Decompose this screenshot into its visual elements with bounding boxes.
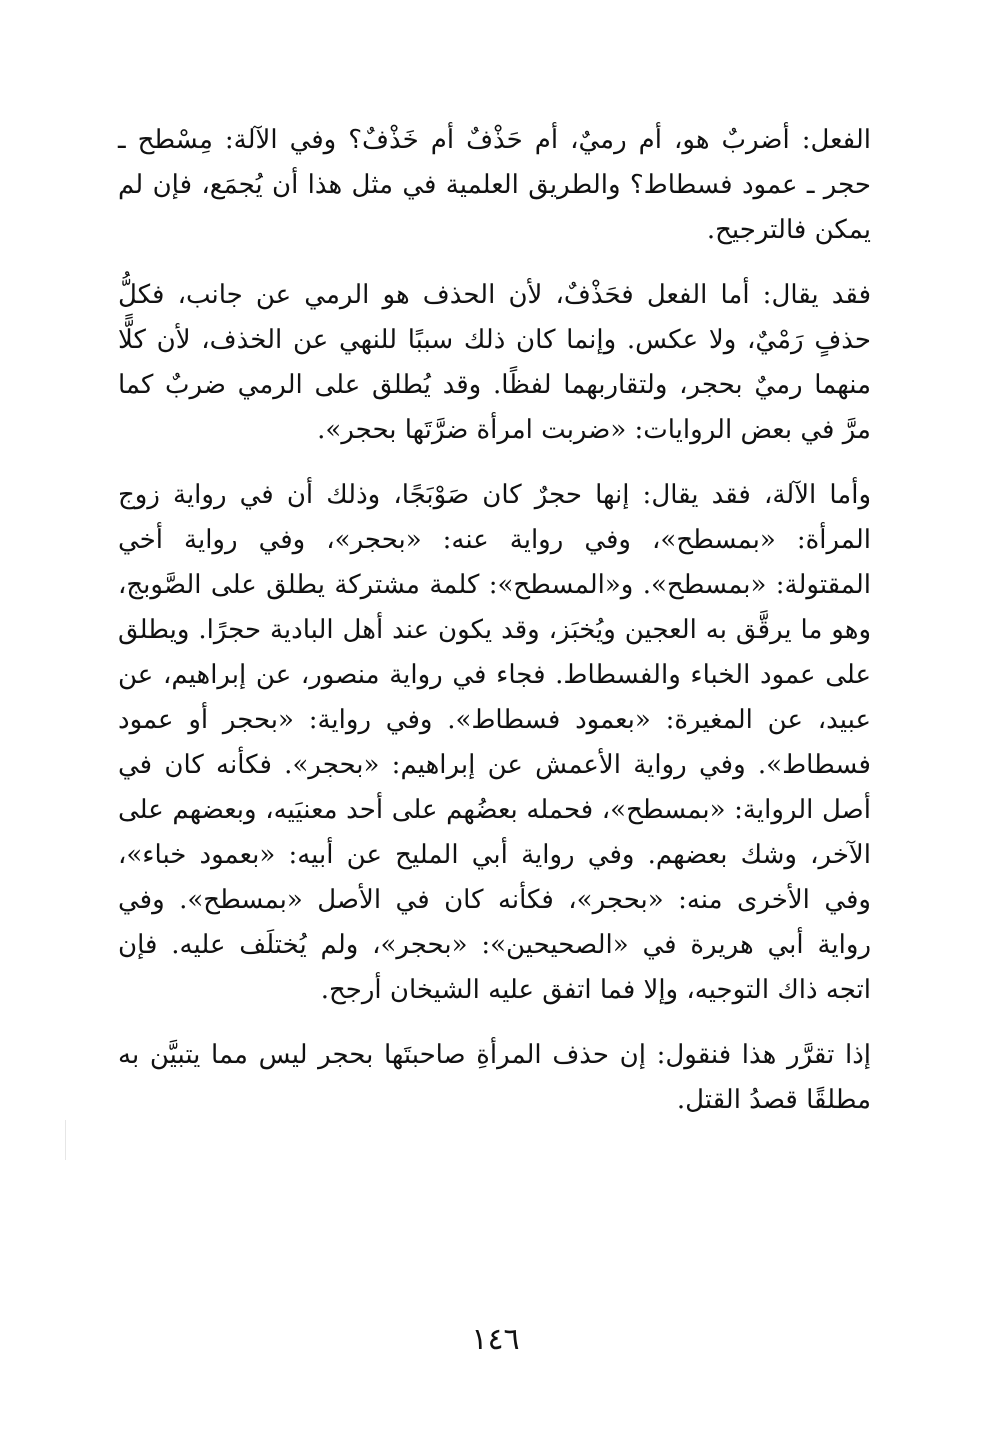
paragraph-1: الفعل: أضربٌ هو، أم رميٌ، أم حَذْفٌ أم خَذْفٌ؟ وفي الآلة: مِسْطح ـ حجر ـ عمود فسطاط؟ والطريق العلمية في مثل هذا أن يُجمَع، فإن لم يمكن فالترجيح. xyxy=(118,125,871,245)
paragraph-4: إذا تقرَّر هذا فنقول: إن حذف المرأةِ صاحبتَها بحجر ليس مما يتبيَّن به مطلقًا قصدُ القتل. xyxy=(118,1040,871,1115)
paragraph-2: فقد يقال: أما الفعل فحَذْفٌ، لأن الحذف هو الرمي عن جانب، فكلُّ حذفٍ رَمْيٌ، ولا عكس. وإنما كان ذلك سببًا للنهي عن الخذف، لأن كلًّا منهما رميٌ بحجر، ولتقاربهما لفظًا. وقد يُطلق على الرمي ضربٌ كما مرَّ في بعض الروايات: «ضربت امرأة ضرَّتَها بحجر». xyxy=(118,280,871,445)
paragraph-3: وأما الآلة، فقد يقال: إنها حجرٌ كان صَوْبَجًا، وذلك أن في رواية زوج المرأة: «بمسطح»، وفي رواية عنه: «بحجر»، وفي رواية أخي المقتولة: «بمسطح». و«المسطح»: كلمة مشتركة يطلق على الصَّوبج، وهو ما يرقَّق به العجين ويُخبَز، وقد يكون عند أهل البادية حجرًا. ويطلق على عمود الخباء والفسطاط. فجاء في رواية منصور، عن إبراهيم، عن عبيد، عن المغيرة: «بعمود فسطاط». وفي رواية: «بحجر أو عمود فسطاط». وفي رواية الأعمش عن إبراهيم: «بحجر». فكأنه كان في أصل الرواية: «بمسطح»، فحمله بعضُهم على أحد معنيَيه، وبعضهم على الآخر، وشك بعضهم. وفي رواية أبي المليح عن أبيه: «بعمود خباء»، وفي الأخرى منه: «بحجر»، فكأنه كان في الأصل «بمسطح». وفي رواية أبي هريرة في «الصحيحين»: «بحجر»، ولم يُختلَف عليه. فإن اتجه ذاك التوجيه، وإلا فما اتفق عليه الشيخان أرجح. xyxy=(118,480,871,1005)
page-number: ١٤٦ xyxy=(471,1322,520,1357)
scan-edge-mark xyxy=(65,1120,66,1160)
page-body xyxy=(118,118,871,1143)
